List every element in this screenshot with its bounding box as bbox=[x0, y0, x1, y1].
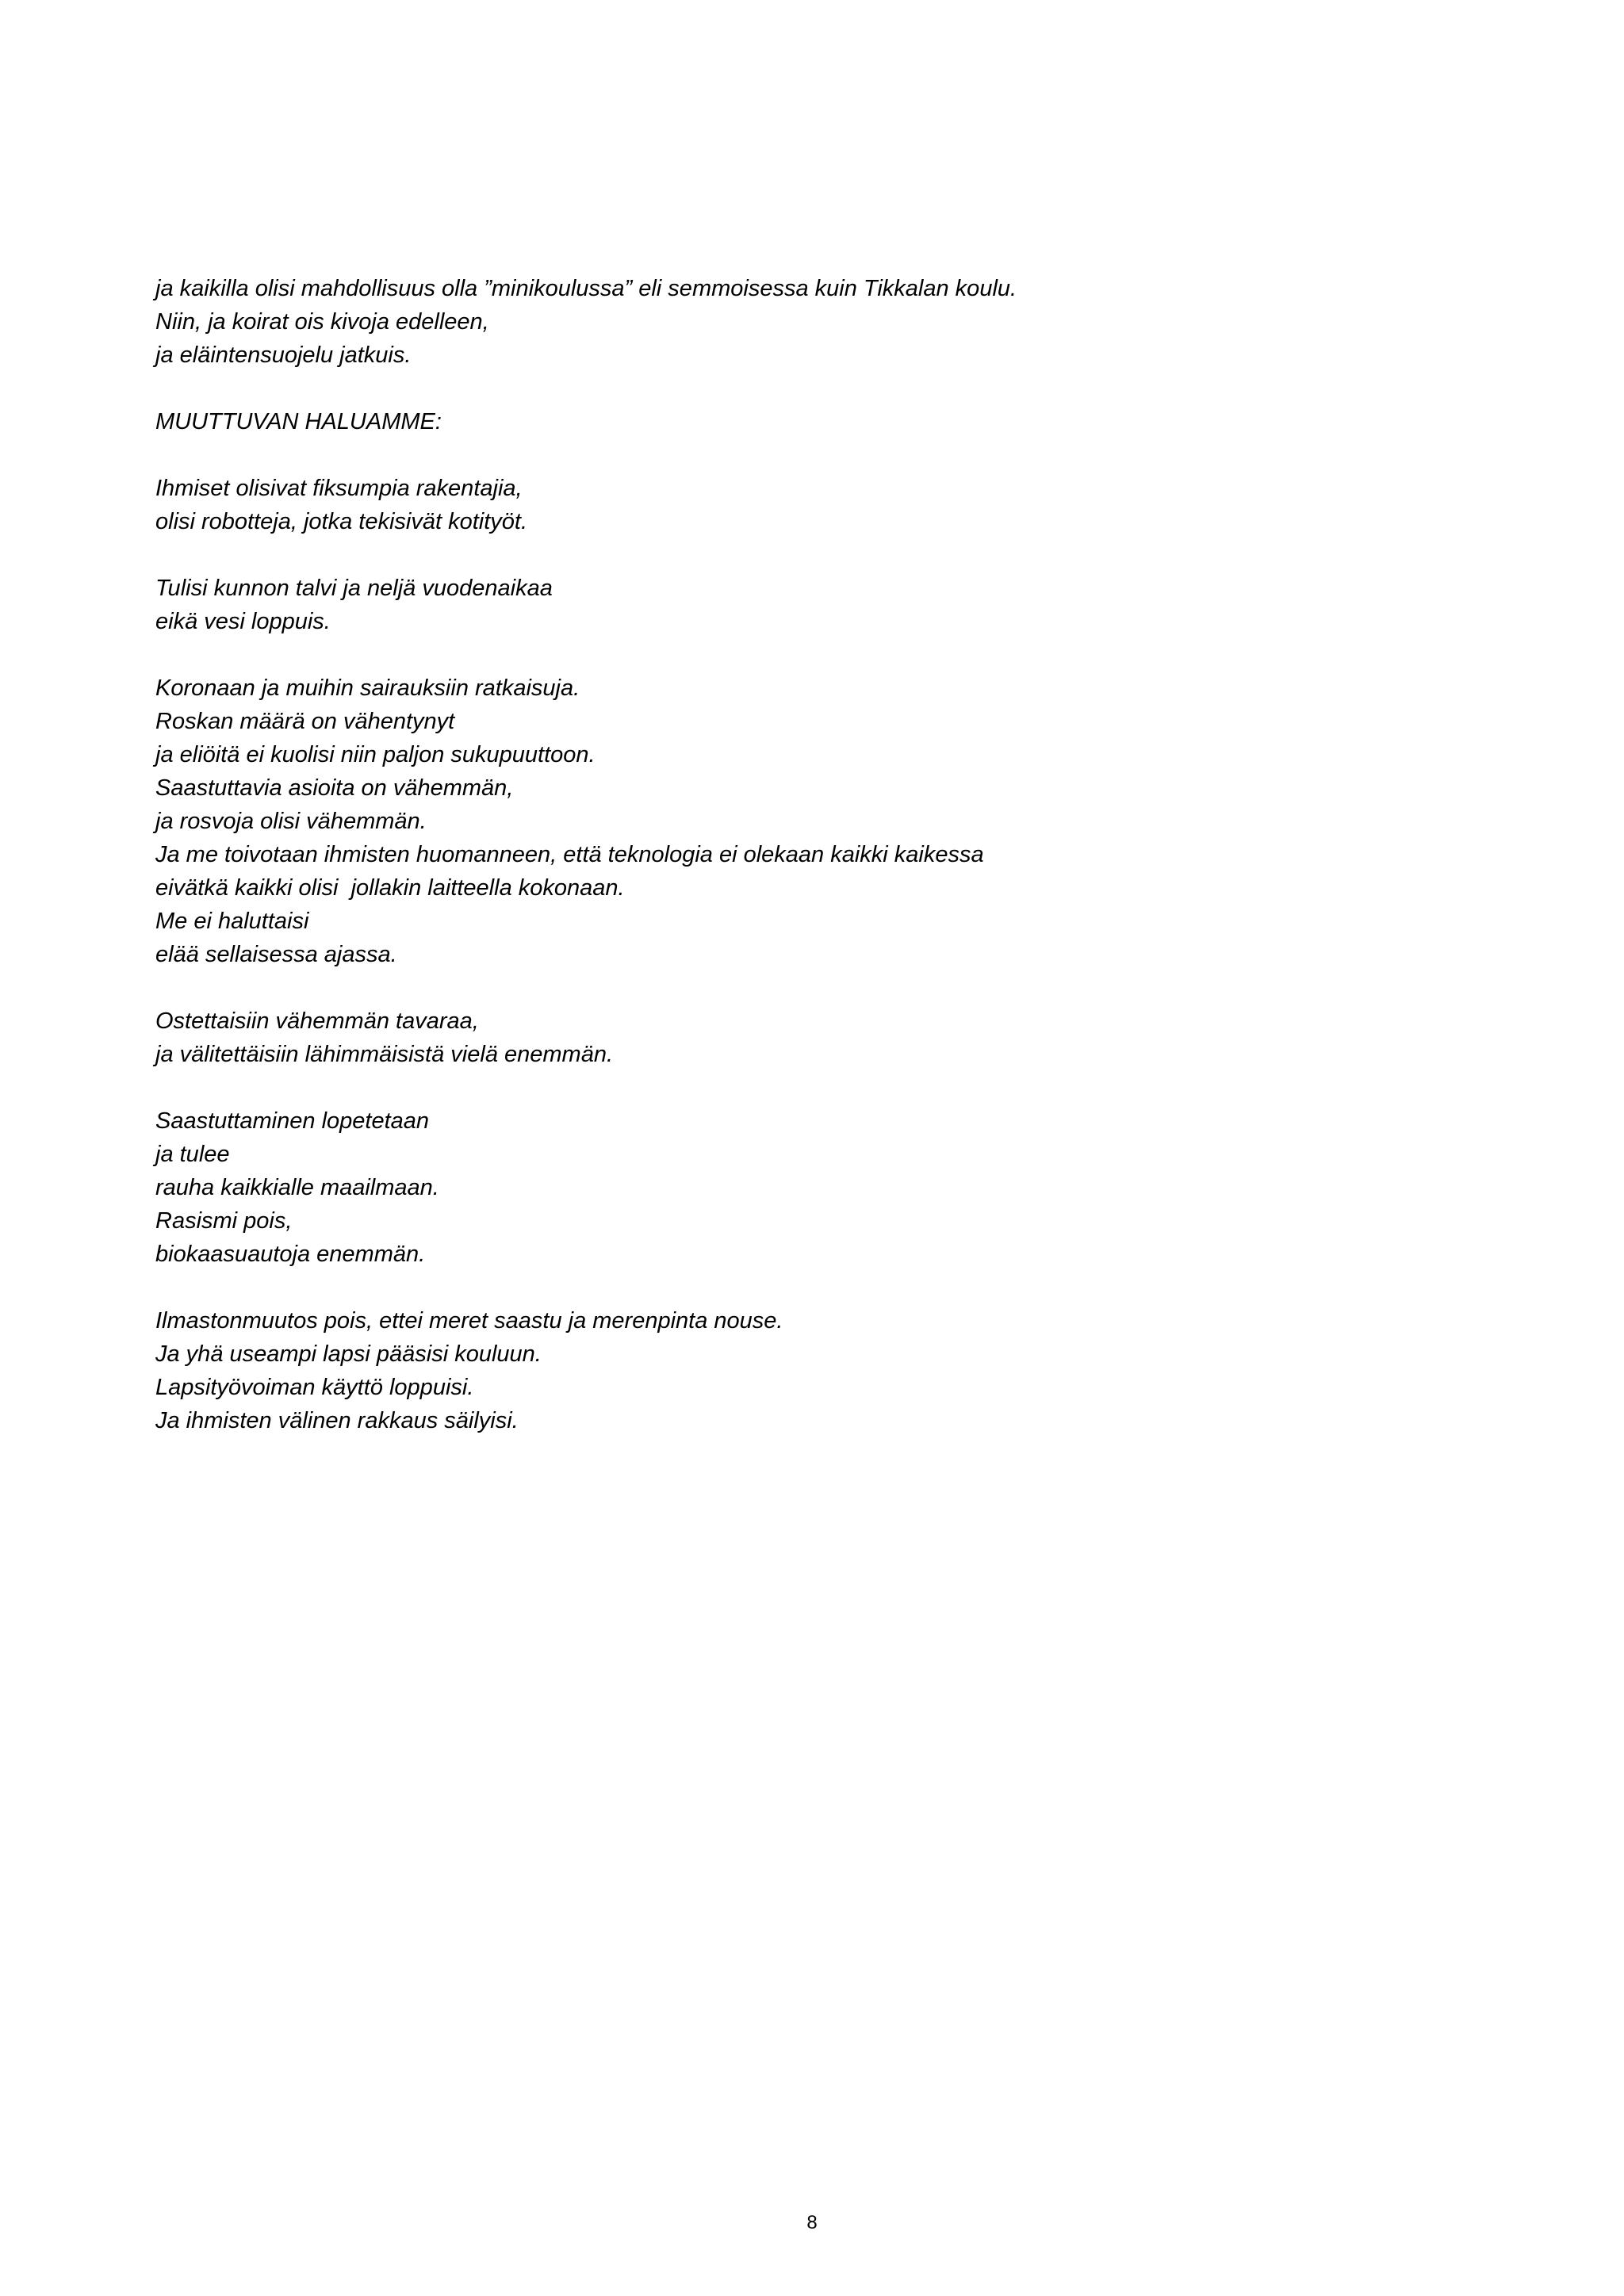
text-line: olisi robotteja, jotka tekisivät kotityöt. bbox=[155, 509, 528, 534]
text-line: Tulisi kunnon talvi ja neljä vuodenaikaa bbox=[155, 576, 553, 601]
stanza bbox=[155, 1304, 1456, 1437]
text-line: Saastuttaminen lopetetaan bbox=[155, 1108, 430, 1134]
text-line: Me ei haluttaisi bbox=[155, 909, 309, 934]
text-line: Niin, ja koirat ois kivoja edelleen, bbox=[155, 309, 489, 335]
text-line: Ja yhä useampi lapsi pääsisi kouluun. bbox=[155, 1341, 542, 1367]
text-line: Rasismi pois, bbox=[155, 1208, 293, 1234]
text-line: Ja me toivotaan ihmisten huomanneen, että teknologia ei olekaan kaikki kaikessa bbox=[155, 842, 984, 867]
text-line: ja tulee bbox=[155, 1142, 230, 1167]
stanza bbox=[155, 272, 1456, 372]
stanza bbox=[155, 1004, 1456, 1071]
text-line: ja kaikilla olisi mahdollisuus olla ”minikoulussa” eli semmoisessa kuin Tikkalan koulu. bbox=[155, 276, 1017, 301]
stanza bbox=[155, 672, 1456, 971]
text-line: Ja ihmisten välinen rakkaus säilyisi. bbox=[155, 1408, 519, 1433]
text-line: ja eläintensuojelu jatkuis. bbox=[155, 342, 412, 368]
text-line: Roskan määrä on vähentynyt bbox=[155, 709, 455, 734]
section-heading bbox=[155, 405, 1456, 438]
text-line: Ostettaisiin vähemmän tavaraa, bbox=[155, 1008, 479, 1034]
stanza bbox=[155, 1104, 1456, 1271]
page-number: 8 bbox=[806, 2212, 818, 2233]
text-line: Ilmastonmuutos pois, ettei meret saastu ja merenpinta nouse. bbox=[155, 1308, 783, 1334]
heading-line: MUUTTUVAN HALUAMME: bbox=[155, 409, 442, 434]
text-line: biokaasuautoja enemmän. bbox=[155, 1242, 426, 1267]
text-line: eikä vesi loppuis. bbox=[155, 609, 331, 634]
text-line: Ihmiset olisivat fiksumpia rakentajia, bbox=[155, 476, 523, 501]
text-line: Saastuttavia asioita on vähemmän, bbox=[155, 775, 514, 801]
stanza bbox=[155, 572, 1456, 638]
text-line: Koronaan ja muihin sairauksiin ratkaisuja. bbox=[155, 675, 580, 701]
text-line: elää sellaisessa ajassa. bbox=[155, 942, 397, 967]
text-line: eivätkä kaikki olisi jollakin laitteella kokonaan. bbox=[155, 875, 625, 901]
poem-body bbox=[155, 272, 1456, 1471]
text-line: ja rosvoja olisi vähemmän. bbox=[155, 809, 427, 834]
text-line: ja eliöitä ei kuolisi niin paljon sukupuuttoon. bbox=[155, 742, 596, 767]
text-line: rauha kaikkialle maailmaan. bbox=[155, 1175, 439, 1200]
text-line: Lapsityövoiman käyttö loppuisi. bbox=[155, 1375, 474, 1400]
text-line: ja välitettäisiin lähimmäisistä vielä enemmän. bbox=[155, 1042, 614, 1067]
stanza bbox=[155, 472, 1456, 538]
